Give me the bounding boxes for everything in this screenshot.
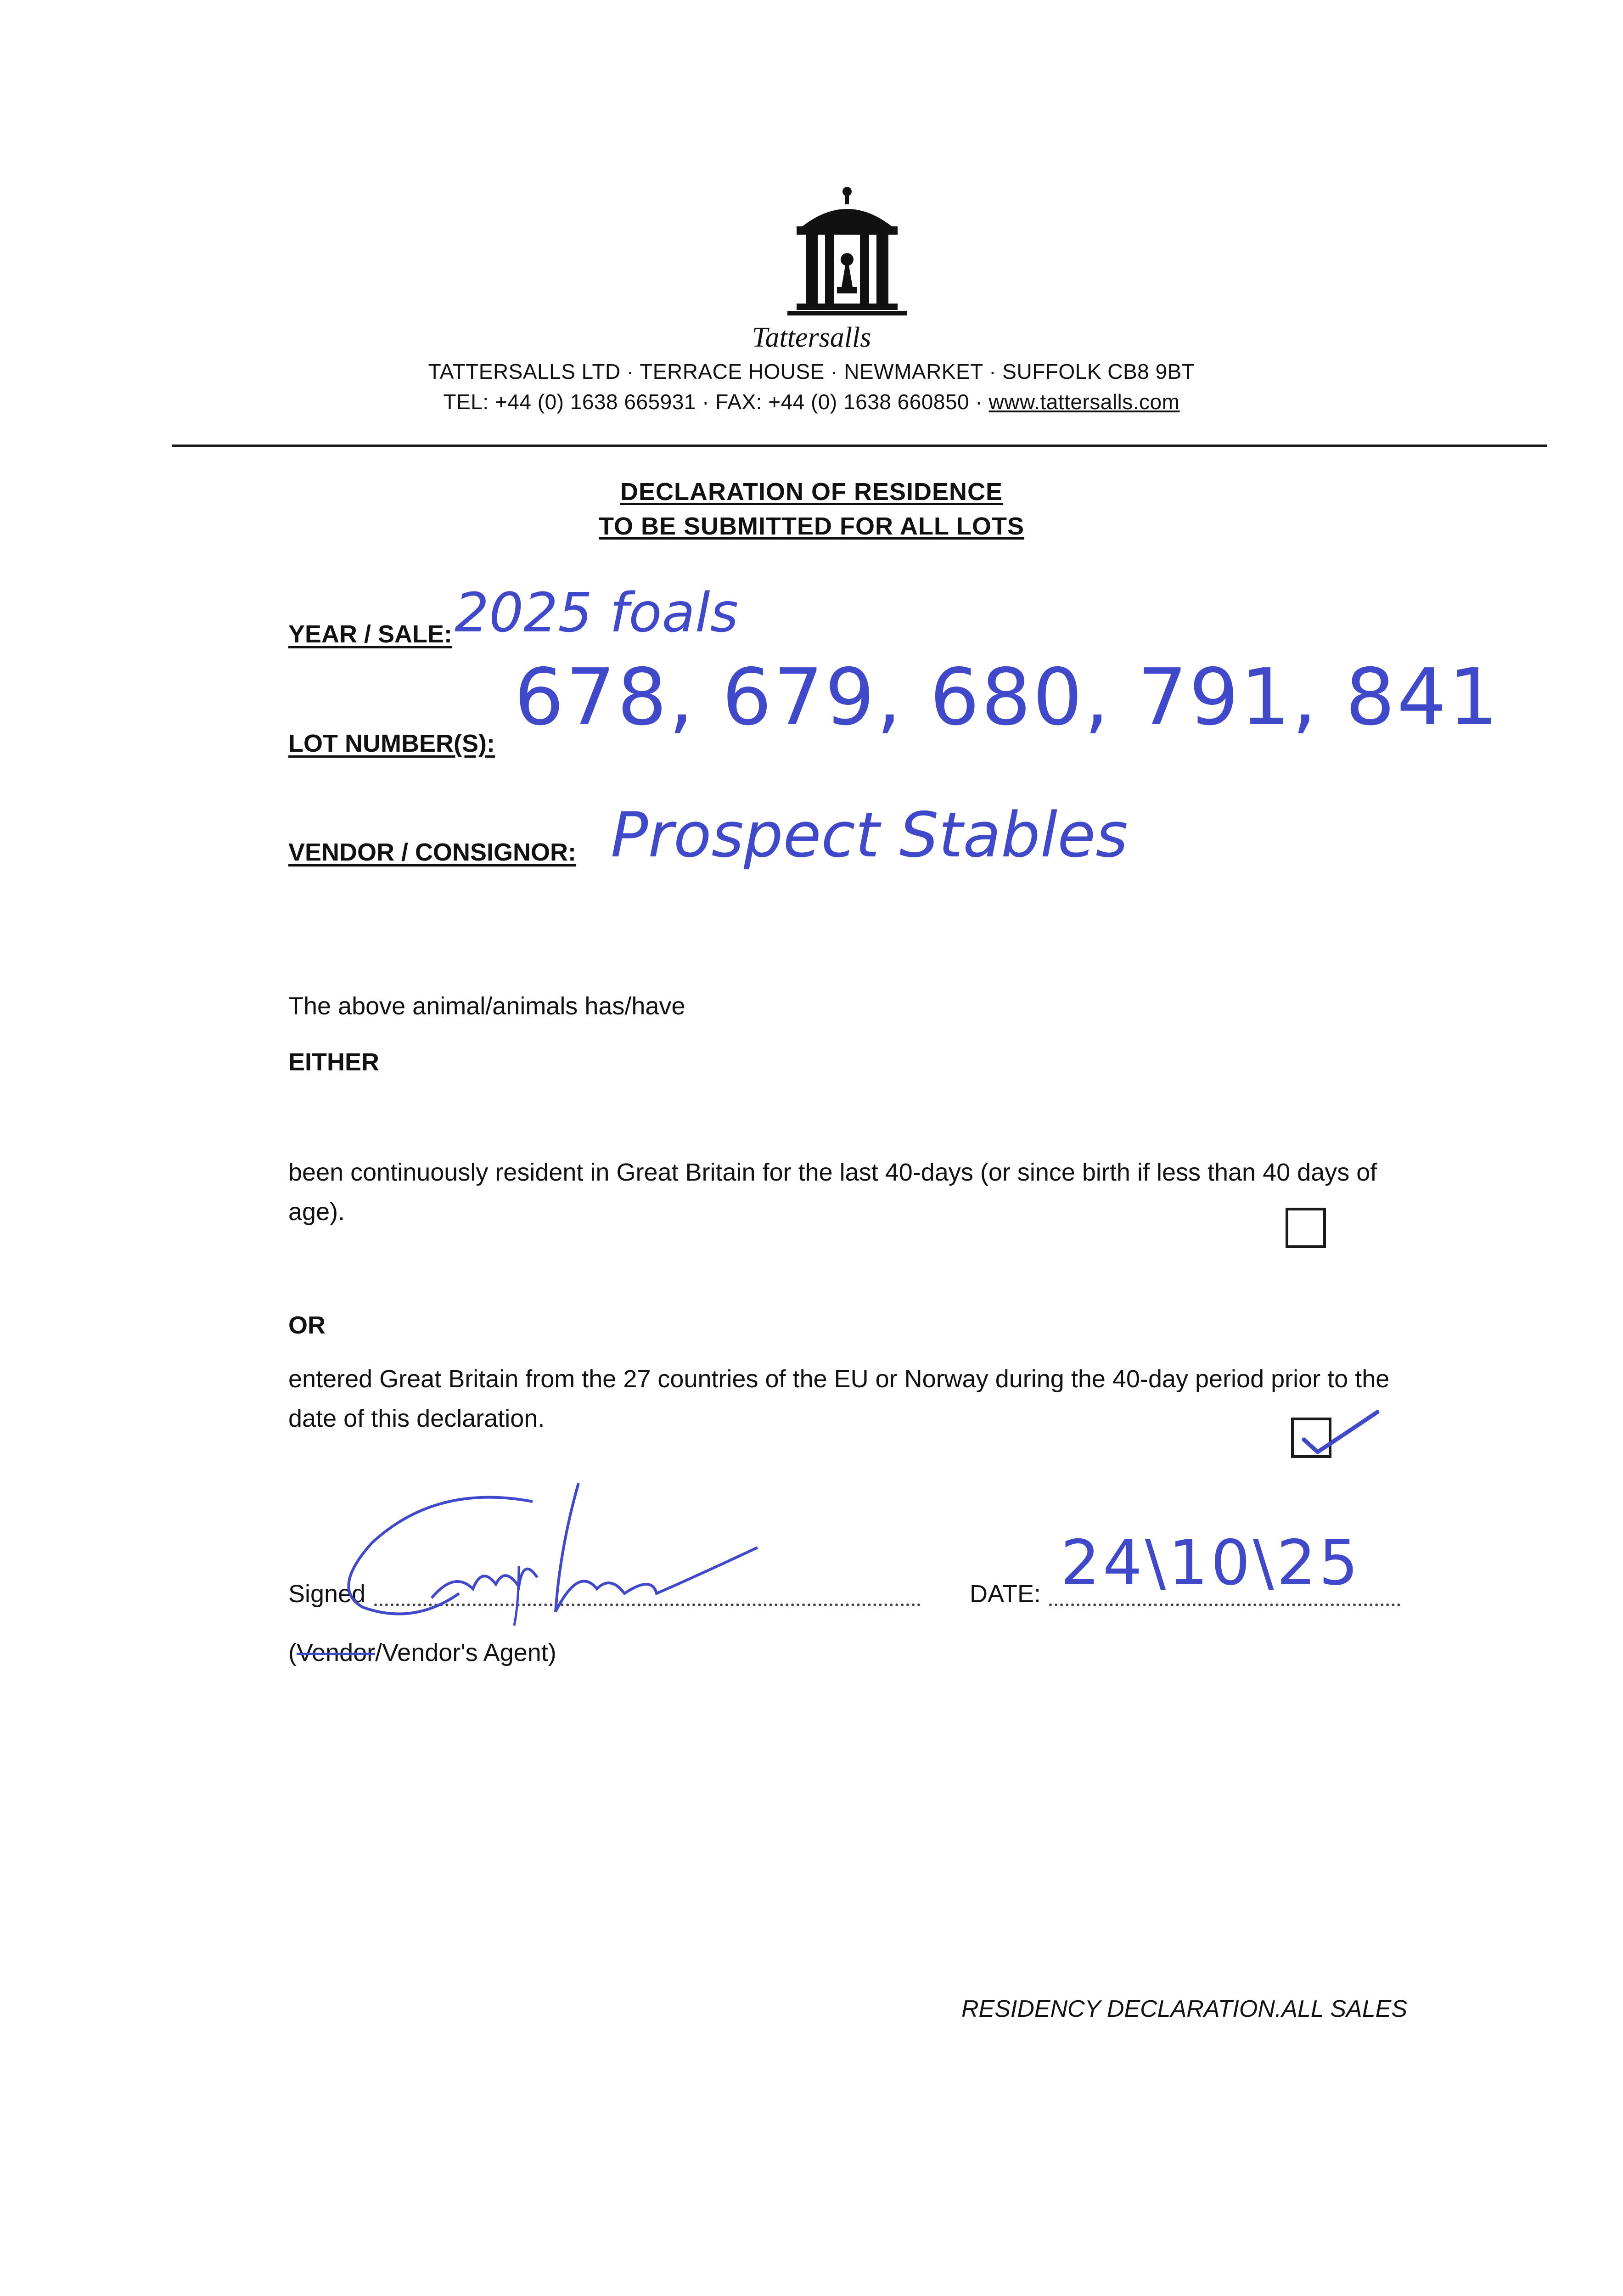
footer-reference: RESIDENCY DECLARATION.ALL SALES [961, 1996, 1407, 2022]
lot-numbers-label: LOT NUMBER(S): [288, 730, 495, 757]
date-label: DATE: [970, 1580, 1041, 1608]
option-2-text: entered Great Britain from the 27 countries of the EU or Norway during the 40-day period prior to the date of this declaration. [288, 1365, 1390, 1432]
option-1-checkbox[interactable] [1286, 1208, 1326, 1248]
option-1-text: been continuously resident in Great Britain for the last 40-days (or since birth if less than 40 days of age). [288, 1159, 1377, 1226]
brand-name: Tattersalls [752, 322, 871, 353]
role-struck: Vendor [296, 1639, 376, 1666]
header-divider [172, 445, 1547, 447]
contact-line [0, 389, 1623, 414]
check-mark-icon [1290, 1401, 1382, 1465]
year-sale-value[interactable]: 2025 foals [455, 581, 739, 644]
either-label: EITHER [288, 1048, 380, 1076]
signature-image[interactable] [321, 1474, 771, 1649]
date-line [1049, 1604, 1400, 1606]
lot-numbers-value[interactable]: 678, 679, 680, 791, 841 [514, 652, 1500, 743]
form-subtitle: TO BE SUBMITTED FOR ALL LOTS [599, 512, 1024, 540]
company-address: TATTERSALLS LTD · TERRACE HOUSE · NEWMARKET · SUFFOLK CB8 9BT [428, 360, 1195, 383]
year-sale-label: YEAR / SALE: [288, 620, 453, 648]
website-link[interactable]: www.tattersalls.com [988, 390, 1180, 414]
role-rest: /Vendor's Agent) [375, 1639, 556, 1666]
date-value[interactable]: 24\10\25 [1061, 1527, 1361, 1599]
tattersalls-logo [787, 181, 907, 324]
intro-text: The above animal/animals has/have [288, 992, 685, 1020]
or-label: OR [288, 1311, 326, 1339]
vendor-consignor-value[interactable]: Prospect Stables [611, 799, 1128, 871]
signatory-role: (Vendor/Vendor's Agent) [288, 1639, 556, 1666]
signed-label: Signed [288, 1580, 366, 1608]
contact-phone-fax: TEL: +44 (0) 1638 665931 · FAX: +44 (0) 1638 660850 · [443, 390, 989, 414]
form-title: DECLARATION OF RESIDENCE [620, 478, 1003, 506]
vendor-consignor-label: VENDOR / CONSIGNOR: [288, 838, 577, 866]
